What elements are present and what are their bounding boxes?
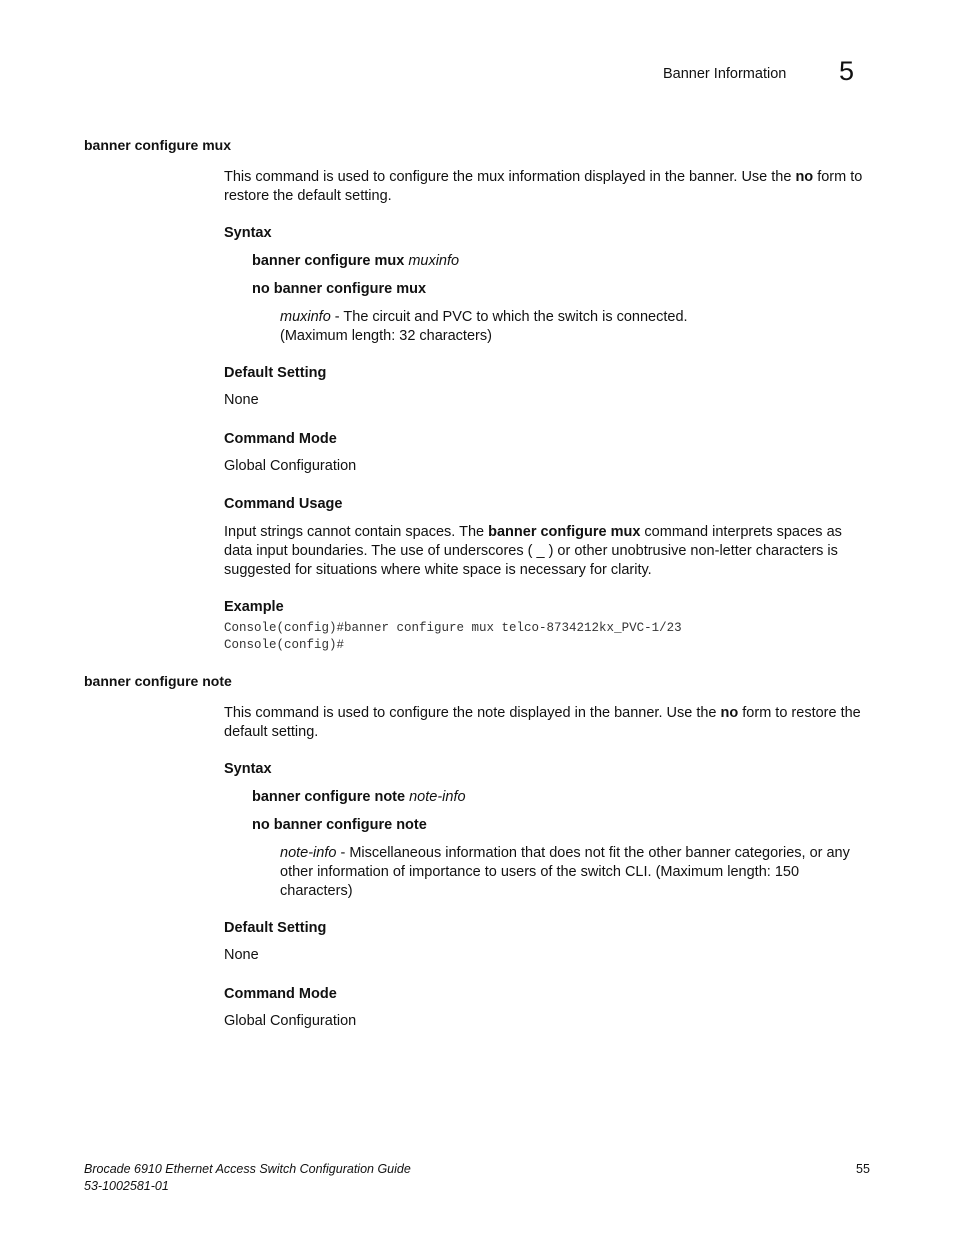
footer-document-number: 53-1002581-01 xyxy=(84,1179,169,1193)
mux-parameter-limit: (Maximum length: 32 characters) xyxy=(280,328,492,344)
mux-usage-text-end: command interprets spaces as data input boundaries. The use of underscores ( _ ) or other unobtrusive non-letter characters is suggested for situations where white space is necessary for clarity. xyxy=(224,524,842,578)
mux-usage-text-start: Input strings cannot contain spaces. The xyxy=(224,524,489,540)
mux-syntax-command xyxy=(252,253,459,269)
mux-default-heading: Default Setting xyxy=(224,365,327,381)
note-syntax-command xyxy=(252,789,466,805)
footer-page-number: 55 xyxy=(856,1162,870,1176)
mux-example-code: Console(config)#banner configure mux telco-8734212kx_PVC-1/23 Console(config)# xyxy=(224,621,682,652)
command-heading-mux: banner configure mux xyxy=(84,137,232,153)
note-syntax-no-form xyxy=(252,817,427,833)
note-parameter-name: note-info xyxy=(280,845,337,861)
chapter-number: 5 xyxy=(839,56,855,86)
note-description xyxy=(224,704,872,742)
mux-example-heading: Example xyxy=(224,599,284,615)
note-description-keyword: no xyxy=(720,705,739,721)
mux-syntax-keyword: banner configure mux xyxy=(252,253,405,269)
note-default-heading: Default Setting xyxy=(224,920,327,936)
footer-document-title: Brocade 6910 Ethernet Access Switch Configuration Guide xyxy=(84,1162,411,1176)
note-parameter-text: - Miscellaneous information that does not fit the other banner categories, or any other information of importance to users of the switch CLI. (Maximum length: 150 characters) xyxy=(280,845,850,899)
note-mode-heading: Command Mode xyxy=(224,986,337,1002)
note-syntax-parameter: note-info xyxy=(409,789,466,805)
mux-syntax-no-form xyxy=(252,281,426,297)
note-description-text: This command is used to configure the note displayed in the banner. Use the xyxy=(224,705,721,721)
mux-usage-text xyxy=(224,523,872,580)
note-description-text-end: form to restore the default setting. xyxy=(224,705,861,740)
note-default-value: None xyxy=(224,947,259,963)
mux-usage-keyword: banner configure mux xyxy=(488,524,641,540)
mux-syntax-no-keyword: no banner configure mux xyxy=(252,281,427,297)
mux-parameter-description xyxy=(280,308,872,346)
mux-syntax-parameter: muxinfo xyxy=(408,253,460,269)
note-syntax-keyword: banner configure note xyxy=(252,789,406,805)
mux-description xyxy=(224,168,872,206)
note-syntax-no-keyword: no banner configure note xyxy=(252,817,427,833)
mux-default-value: None xyxy=(224,392,259,408)
mux-parameter-text: - The circuit and PVC to which the switch is connected. xyxy=(330,309,688,325)
mux-parameter-name: muxinfo xyxy=(280,309,331,325)
mux-mode-heading: Command Mode xyxy=(224,431,337,447)
command-heading-note: banner configure note xyxy=(84,673,232,689)
mux-usage-heading: Command Usage xyxy=(224,496,343,512)
note-mode-value: Global Configuration xyxy=(224,1013,357,1029)
note-parameter-description xyxy=(280,844,872,901)
running-header-section-title: Banner Information xyxy=(663,66,787,82)
note-syntax-heading: Syntax xyxy=(224,761,272,777)
mux-description-text: This command is used to configure the mux information displayed in the banner. Use the xyxy=(224,169,796,185)
mux-mode-value: Global Configuration xyxy=(224,458,357,474)
mux-description-keyword: no xyxy=(795,169,814,185)
mux-syntax-heading: Syntax xyxy=(224,225,272,241)
mux-description-text-end: form to restore the default setting. xyxy=(224,169,863,204)
